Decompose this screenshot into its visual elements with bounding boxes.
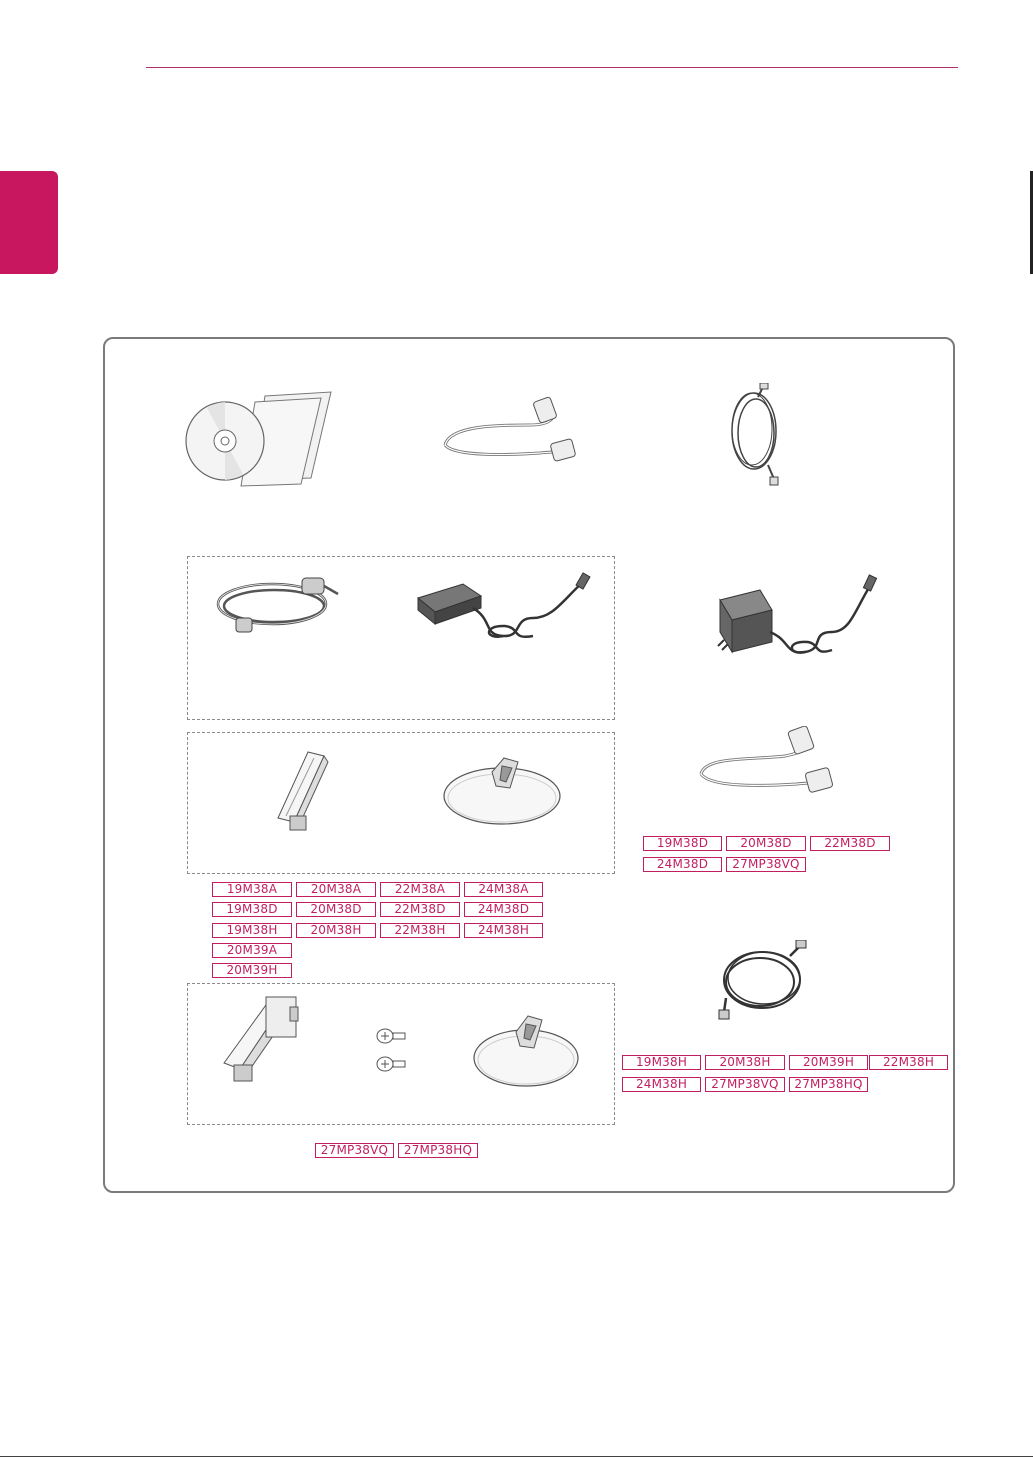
model-tag: 19M38D — [643, 836, 722, 851]
model-tag: 20M39A — [212, 943, 292, 958]
dvi-d-cable-icon — [693, 726, 838, 798]
ac-dc-adapter-icon — [413, 570, 598, 645]
model-tag: 19M38A — [212, 882, 292, 897]
model-tag: 19M38D — [212, 902, 292, 917]
power-cord-icon — [212, 574, 347, 636]
model-tag: 22M38H — [380, 923, 460, 938]
model-tag: 27MP38HQ — [398, 1143, 478, 1158]
hdmi-cable-icon — [716, 940, 811, 1022]
model-tag: 24M38H — [464, 923, 543, 938]
stand-base-27-icon — [470, 1010, 582, 1090]
model-tag: 19M38H — [212, 923, 292, 938]
model-tag: 22M38D — [810, 836, 890, 851]
model-tag: 27MP38VQ — [315, 1143, 394, 1158]
model-tag: 20M38H — [705, 1055, 785, 1070]
d-sub-cable-icon — [440, 395, 585, 465]
model-tag: 20M38D — [726, 836, 806, 851]
model-tag: 20M38A — [296, 882, 376, 897]
chapter-tab — [0, 171, 58, 274]
model-tag: 22M38D — [380, 902, 460, 917]
model-tag: 24M38A — [464, 882, 543, 897]
model-tag: 19M38H — [622, 1055, 701, 1070]
screws-icon — [373, 1024, 413, 1082]
model-tag: 27MP38VQ — [726, 857, 806, 872]
model-tag: 20M39H — [212, 963, 292, 978]
model-tag: 27MP38VQ — [705, 1077, 785, 1092]
network-cable-icon — [726, 383, 786, 488]
cd-and-manual-icon — [185, 388, 335, 488]
model-tag: 22M38A — [380, 882, 460, 897]
header-rule — [146, 67, 958, 68]
model-tag: 24M38H — [622, 1077, 701, 1092]
footer-rule — [0, 1456, 1033, 1457]
model-tag: 24M38D — [464, 902, 543, 917]
stand-body-icon — [268, 746, 338, 836]
model-tag: 20M39H — [789, 1055, 868, 1070]
wall-adapter-icon — [710, 570, 885, 660]
model-tag: 24M38D — [643, 857, 722, 872]
stand-body-27-icon — [220, 995, 310, 1091]
model-tag: 20M38D — [296, 902, 376, 917]
stand-base-icon — [440, 752, 565, 828]
model-tag: 22M38H — [869, 1055, 948, 1070]
model-tag: 27MP38HQ — [789, 1077, 868, 1092]
model-tag: 20M38H — [296, 923, 376, 938]
